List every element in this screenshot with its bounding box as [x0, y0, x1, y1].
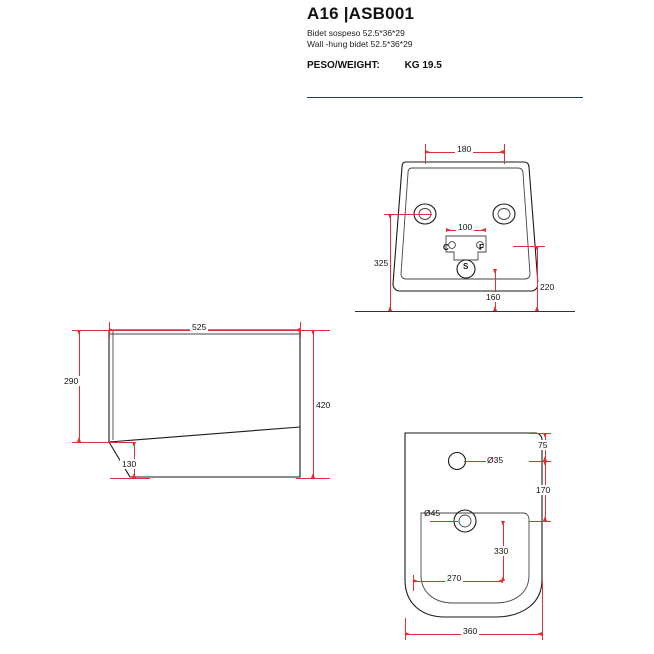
page-title: A16 |ASB001: [307, 4, 415, 23]
dim-front-180: 180: [457, 144, 472, 154]
dim-top-d45: Ø45: [424, 508, 441, 518]
dim-top-330: 330: [494, 546, 509, 556]
weight-label: PESO/WEIGHT:: [307, 60, 380, 71]
subtitle-italian: Bidet sospeso 52.5*36*29: [307, 28, 405, 38]
dim-top-d35: Ø35: [487, 455, 504, 465]
weight-row: [307, 60, 607, 71]
dim-top-75: 75: [538, 440, 548, 450]
mark-cold-water: C: [443, 243, 449, 252]
subtitle-english: Wall -hung bidet 52.5*36*29: [307, 39, 413, 49]
product-header: [307, 4, 607, 71]
dim-side-525: 525: [192, 322, 207, 332]
dim-side-420: 420: [316, 400, 331, 410]
view-divider: [355, 311, 575, 312]
dim-top-270: 270: [447, 573, 462, 583]
dim-front-160: 160: [486, 292, 501, 302]
dim-top-360: 360: [463, 626, 478, 636]
weight-value: KG 19.5: [404, 60, 442, 71]
dim-side-290: 290: [64, 376, 79, 386]
header-divider: [307, 97, 583, 98]
dim-front-325: 325: [374, 258, 389, 268]
mark-drain: S: [463, 262, 469, 271]
dim-top-170: 170: [536, 485, 551, 495]
dim-front-220: 220: [540, 282, 555, 292]
dim-side-130: 130: [122, 459, 137, 469]
mark-hot-water: F: [479, 243, 484, 252]
dim-front-100: 100: [458, 222, 473, 232]
